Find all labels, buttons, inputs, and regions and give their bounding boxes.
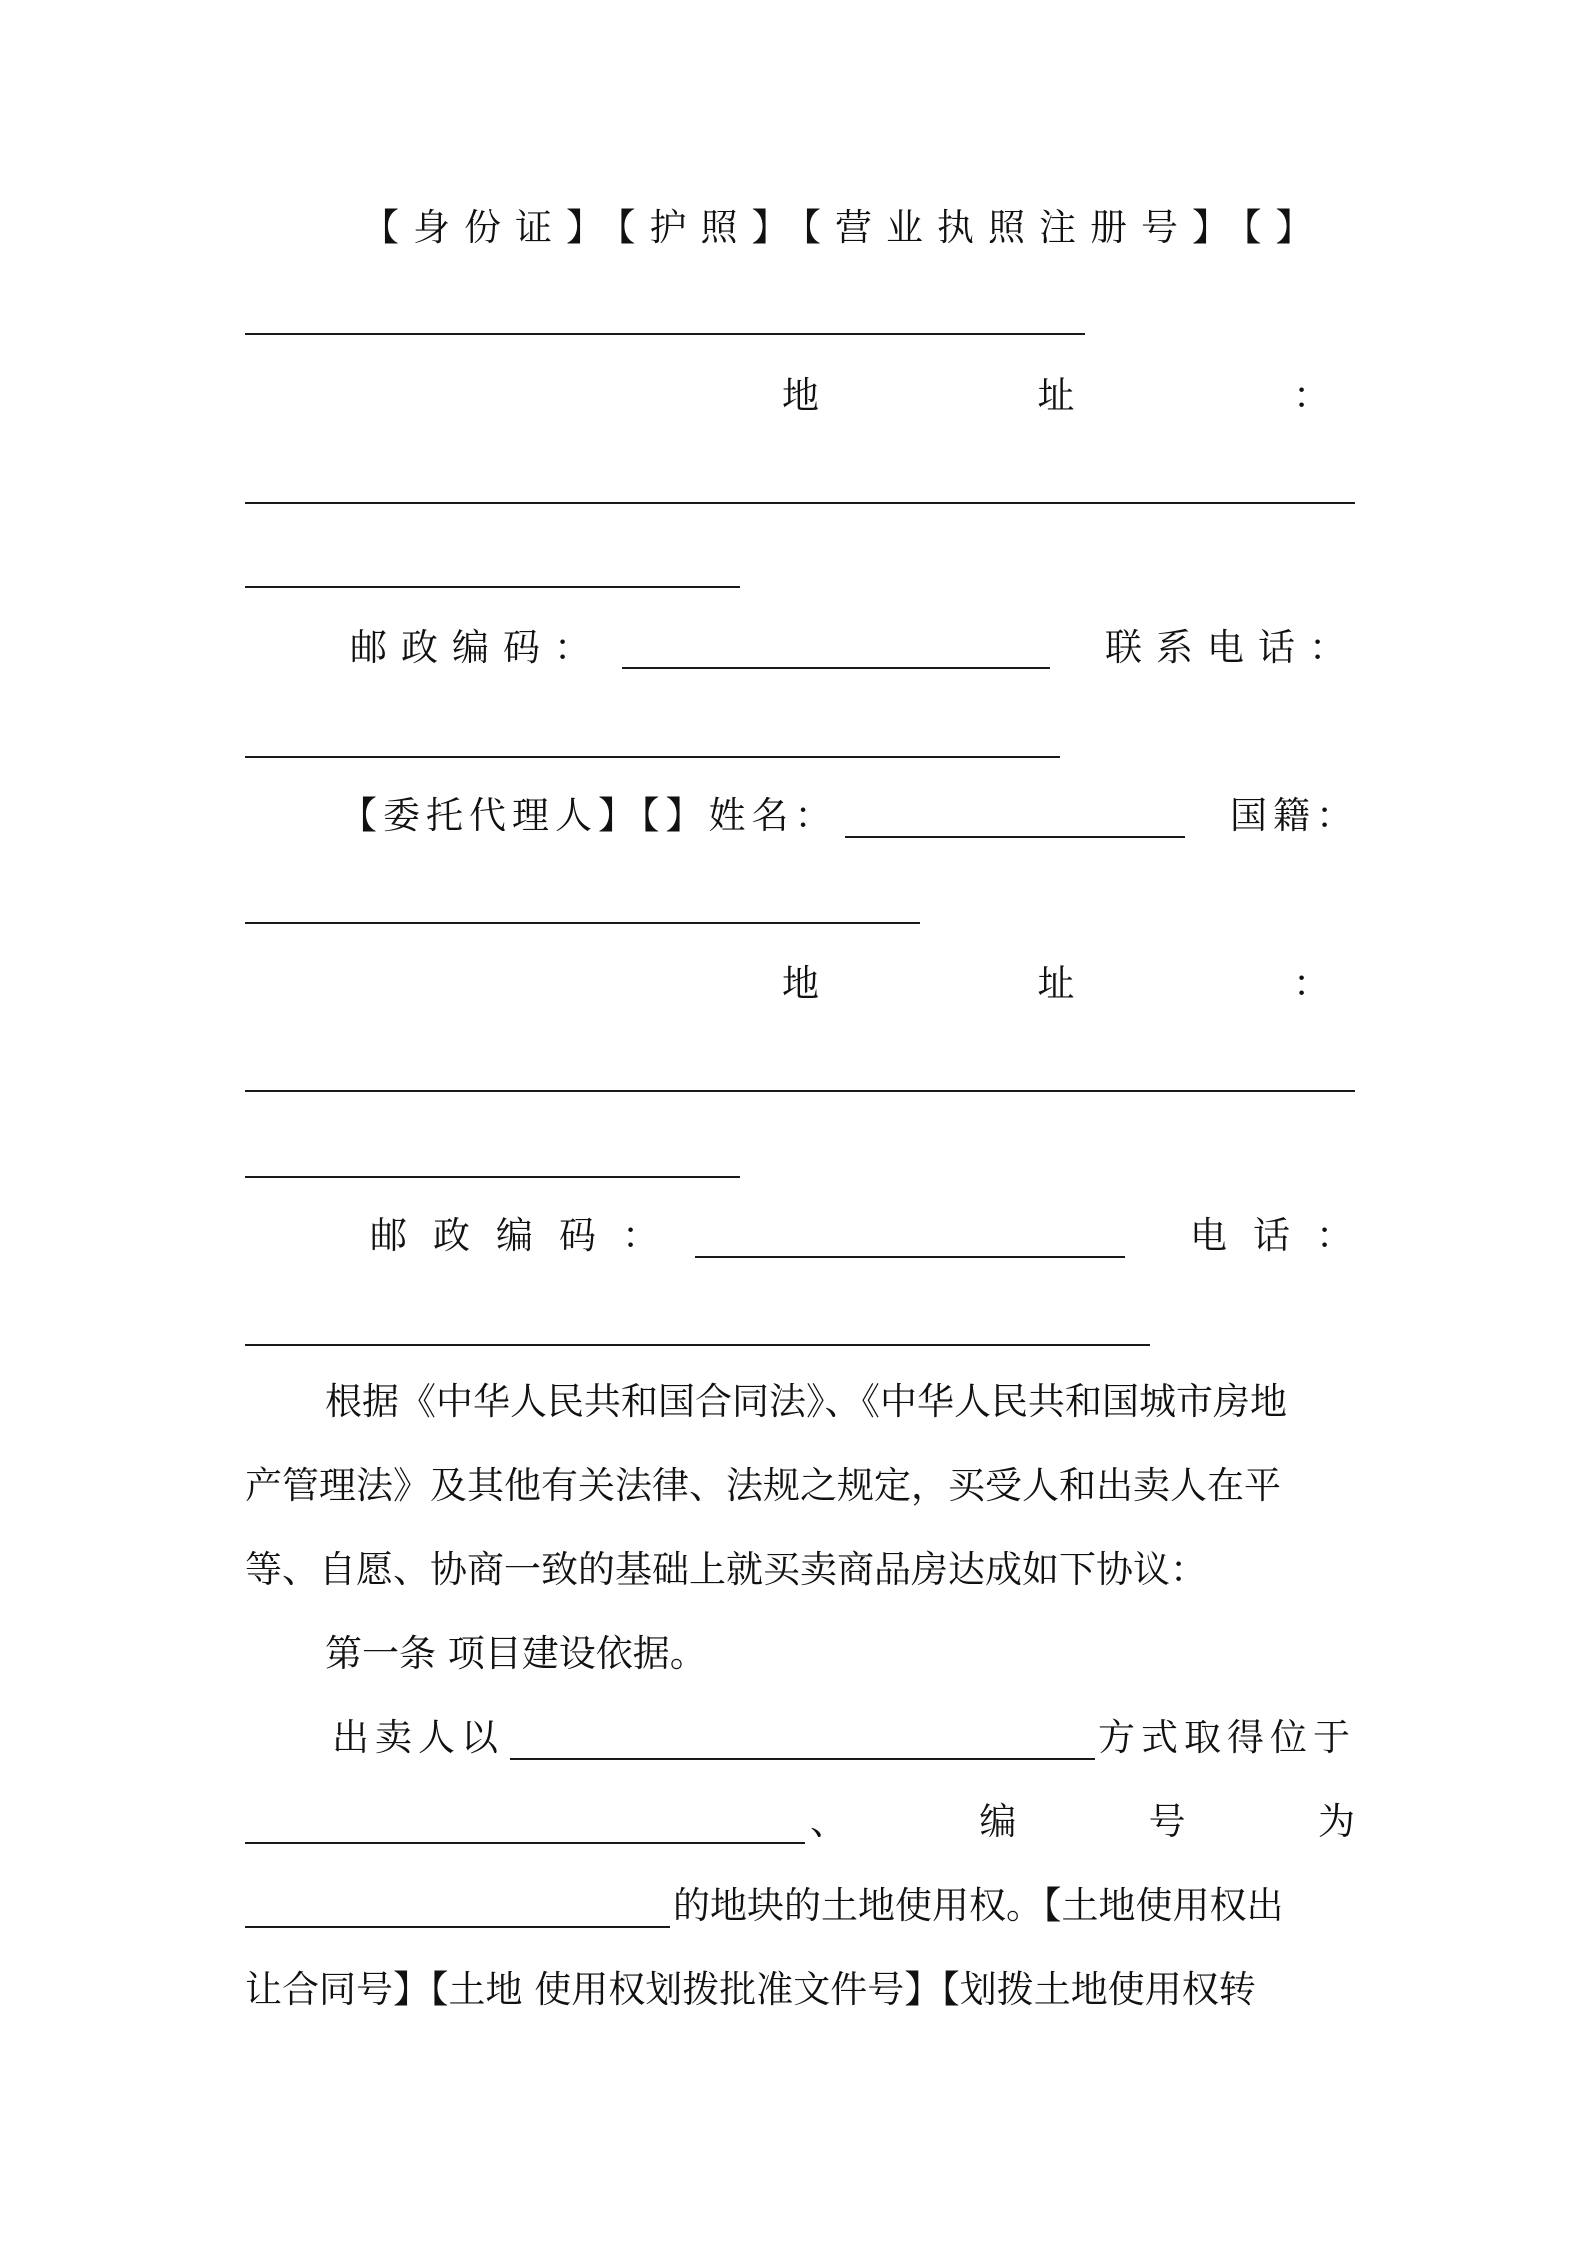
address-label-char-1: 地 — [782, 374, 819, 417]
article-1-seller-label: 出卖人以 — [332, 1716, 504, 1759]
number-label-char-2: 编 — [979, 1800, 1017, 1843]
agent-name-blank[interactable] — [845, 836, 1185, 838]
basis-paragraph-line-3: 等、自愿、协商一致的基础上就买卖商品房达成如下协议： — [245, 1548, 1207, 1591]
agent-address-blank-line-2[interactable] — [245, 1176, 740, 1178]
agent-address-label-char-2: 址 — [1037, 962, 1075, 1005]
article-1-number-label — [810, 1796, 1355, 1848]
basis-paragraph-line-2: 产管理法》及其他有关法律、法规之规定，买受人和出卖人在平 — [245, 1464, 1281, 1507]
article-1-title: 第一条 项目建设依据。 — [325, 1632, 707, 1675]
postal-code-blank[interactable] — [622, 667, 1050, 669]
agent-phone-label: 电话： — [1190, 1214, 1379, 1257]
acquisition-method-blank[interactable] — [510, 1758, 1095, 1760]
address-blank-line-1[interactable] — [245, 502, 1355, 504]
address-blank-line-2[interactable] — [245, 586, 740, 588]
article-1-method-label: 方式取得位于 — [1098, 1716, 1356, 1759]
id-number-blank[interactable] — [245, 333, 1085, 335]
nationality-blank[interactable] — [245, 922, 920, 924]
agent-phone-blank[interactable] — [245, 1344, 1150, 1346]
agent-address-label-char-1: 地 — [782, 962, 819, 1005]
agent-name-label: 【委托代理人】【】姓名： — [340, 794, 838, 837]
address-label-char-2: 址 — [1037, 374, 1075, 417]
number-label-char-1: 、 — [810, 1800, 847, 1843]
nationality-label: 国籍： — [1230, 794, 1359, 837]
phone-blank[interactable] — [245, 756, 1060, 758]
address-label — [782, 370, 1330, 422]
number-label-char-4: 为 — [1317, 1800, 1355, 1843]
agent-address-blank-line-1[interactable] — [245, 1090, 1355, 1092]
postal-code-label: 邮政编码： — [350, 626, 605, 669]
number-label-char-3: 号 — [1148, 1800, 1186, 1843]
agent-address-label — [782, 958, 1330, 1010]
agent-address-label-char-3: ： — [1293, 962, 1330, 1005]
address-label-char-3: ： — [1293, 374, 1330, 417]
article-1-last-line: 让合同号】【土地 使用权划拨批准文件号】【划拨土地使用权转 — [245, 1968, 1256, 2011]
agent-postal-code-label: 邮政编码： — [370, 1214, 685, 1257]
agent-postal-code-blank[interactable] — [695, 1256, 1125, 1258]
basis-paragraph-line-1: 根据《中华人民共和国合同法》、《中华人民共和国城市房地 — [325, 1380, 1287, 1423]
land-number-blank[interactable] — [245, 1926, 670, 1928]
article-1-land-text: 的地块的土地使用权。【土地使用权出 — [673, 1884, 1284, 1927]
land-location-blank[interactable] — [245, 1842, 805, 1844]
id-type-options: 【身份证】【护照】【营业执照注册号】【】 — [362, 206, 1327, 249]
phone-label: 联系电话： — [1105, 626, 1360, 669]
